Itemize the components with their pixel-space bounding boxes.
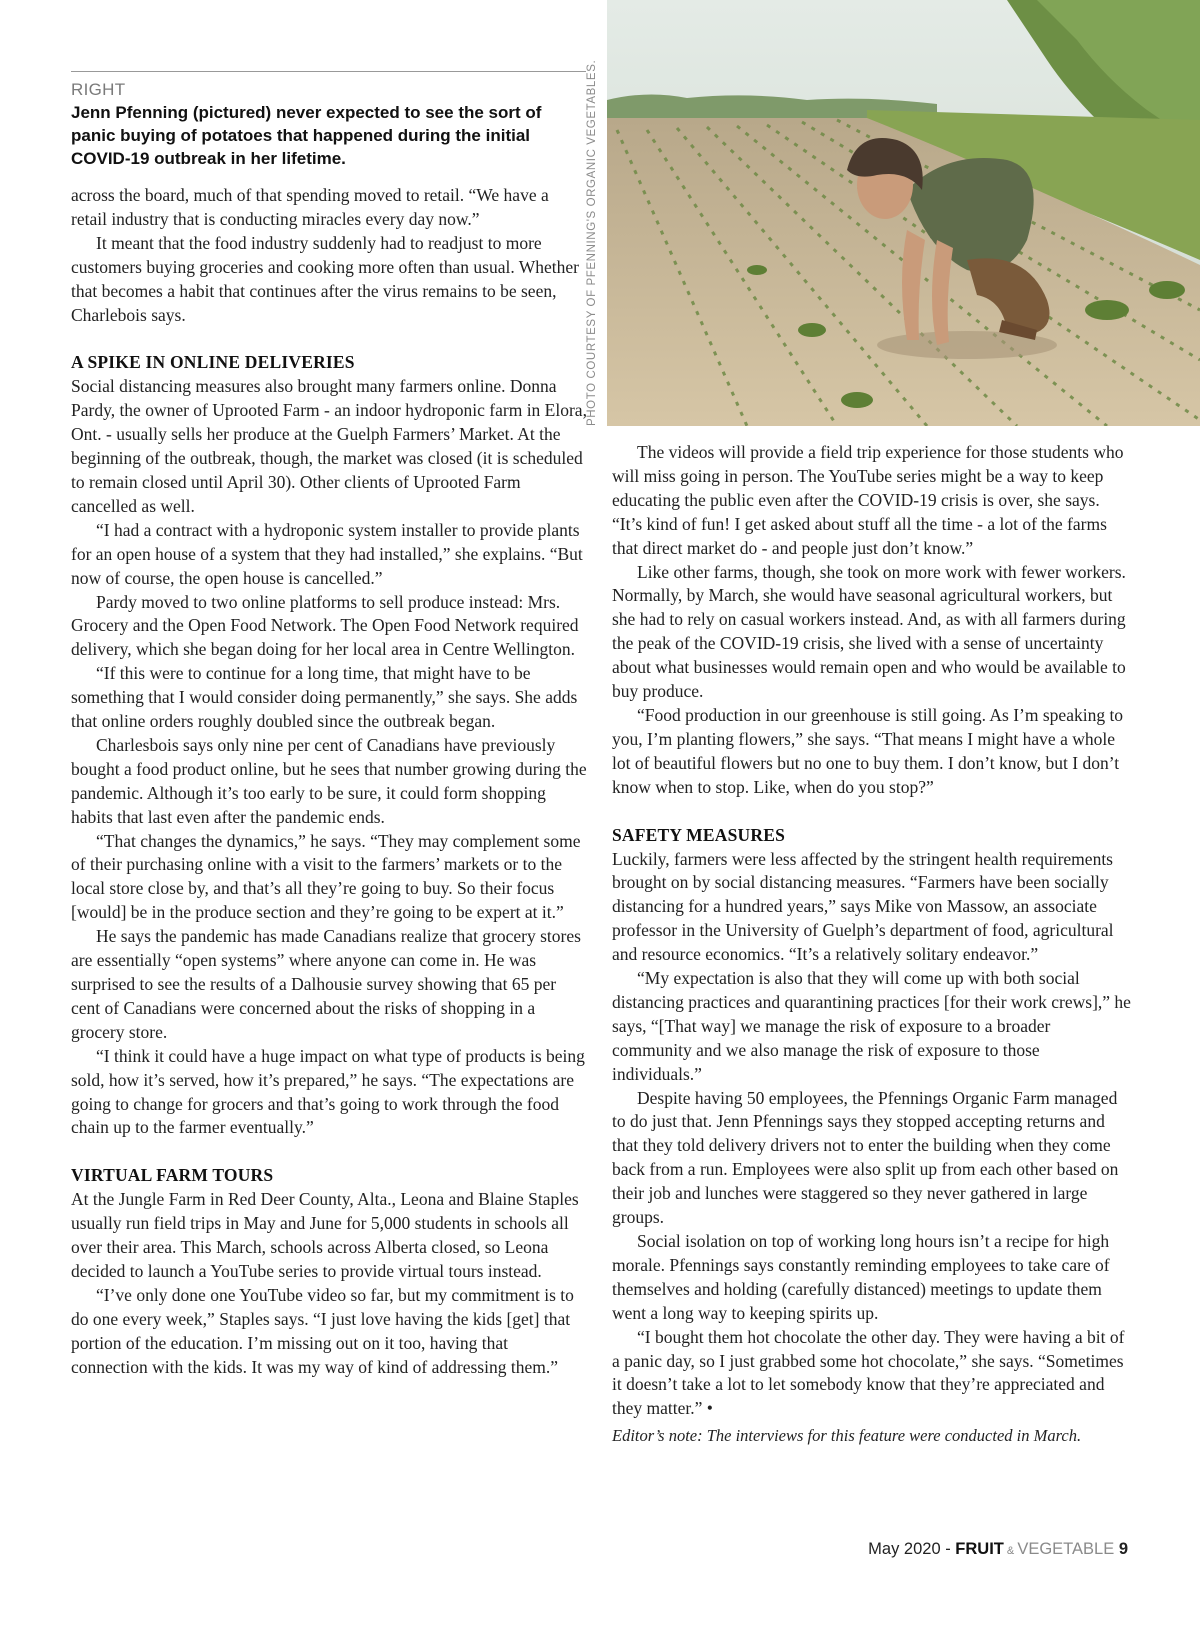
caption-label: RIGHT — [71, 80, 126, 99]
paragraph: At the Jungle Farm in Red Deer County, Alta., Leona and Blaine Staples usually run field trips in May and June for 5,000 students in schools all over their area. This March, schools across Alberta closed, so Leona decided to launch a YouTube series to provide virtual tours instead. — [71, 1189, 579, 1281]
page-number: 9 — [1114, 1540, 1128, 1558]
paragraph: across the board, much of that spending moved to retail. “We have a retail industry that is conducting miracles every day now.” — [71, 185, 549, 229]
footer-date: May 2020 - — [868, 1540, 956, 1558]
farm-photo — [607, 0, 1200, 426]
paragraph: “I think it could have a huge impact on what type of products is being sold, how it’s served, how it’s prepared,” he says. “The expectations are going to change for grocers and that’s going to work through the food chain up to the farmer eventually.” — [71, 1045, 585, 1138]
page-footer — [868, 1540, 1128, 1559]
photo-credit: PHOTO COURTESY OF PFENNING'S ORGANIC VEGETABLES. — [586, 59, 598, 426]
paragraph: Luckily, farmers were less affected by the stringent health requirements brought on by social distancing measures. “Farmers have been socially distancing for a hundred years,” says Mike von Massow, an associate professor in the University of Guelph’s department of food, agricultural and resource economics. “It’s a relatively solitary endeavor.” — [612, 848, 1114, 965]
paragraph: Pardy moved to two online platforms to sell produce instead: Mrs. Grocery and the Open Food Network. The Open Food Network required delivery, which she began doing for her local area in Centre Wellington. — [71, 591, 579, 660]
paragraph: Like other farms, though, she took on more work with fewer workers. Normally, by March, she would have seasonal agricultural workers, but she had to rely on casual workers instead. And, as with all farmers during the peak of the COVID-19 crisis, she lived with a sense of uncertainty about what businesses would remain open and who would be available to buy produce. — [612, 561, 1126, 702]
paragraph: “My expectation is also that they will come up with both social distancing practices and quarantining practices [for their work crews],” he says, “[That way] we manage the risk of exposure to a broader community and we also manage the risk of exposure to those individuals.” — [612, 968, 1131, 1084]
footer-brand-fruit: FRUIT — [955, 1540, 1004, 1558]
caption-text: Jenn Pfenning (pictured) never expected to see the sort of panic buying of potatoes that happened during the initial COVID-19 outbreak in her lifetime. — [71, 103, 542, 168]
paragraph: “I’ve only done one YouTube video so far, but my commitment is to do one every week,” Staples says. “I just love having the kids [get] that portion of the education. I’m missing out on it too, having that connection with the kids. It was my way of kind of addressing them.” — [71, 1284, 574, 1377]
left-column — [71, 184, 587, 1380]
photo-caption — [71, 79, 586, 170]
footer-brand-vegetable: VEGETABLE — [1017, 1540, 1115, 1558]
caption-rule — [71, 71, 586, 72]
footer-ampersand: & — [1003, 1545, 1018, 1557]
editors-note: Editor’s note: The interviews for this feature were conducted in March. — [612, 1426, 1082, 1446]
paragraph: “I bought them hot chocolate the other day. They were having a bit of a panic day, so I just grabbed some hot chocolate,” she says. “Sometimes it doesn’t take a lot to let somebody know that they’re appreciated and they matter.” • — [612, 1326, 1125, 1419]
paragraph: Charlesbois says only nine per cent of Canadians have previously bought a food product online, but he sees that number growing during the pandemic. Although it’s too early to be sure, it could form shopping habits that last even after the pandemic ends. — [71, 734, 587, 827]
paragraph: “I had a contract with a hydroponic system installer to provide plants for an open house of a system that they had installed,” she explains. “But now of course, the open house is cancelled.” — [71, 519, 583, 588]
paragraph: Despite having 50 employees, the Pfennings Organic Farm managed to do just that. Jenn Pfennings says they stopped accepting returns and that they told delivery drivers not to enter the building when they come back from a run. Employees were also split up from each other based on their job and lunches were staggered so they never gathered in large groups. — [612, 1087, 1119, 1228]
section-heading-virtual-farm-tours: VIRTUAL FARM TOURS — [71, 1165, 274, 1186]
paragraph: “Food production in our greenhouse is still going. As I’m speaking to you, I’m planting flowers,” she says. “That means I might have a whole lot of beautiful flowers but no one to buy them. I don’t know, but I don’t know when to stop. Like, when do you stop?” — [612, 704, 1124, 797]
paragraph: He says the pandemic has made Canadians realize that grocery stores are essentially “open systems” where anyone can come in. He was surprised to see the results of a Dalhousie survey showing that 65 per cent of Canadians were concerned about the risks of shopping in a grocery store. — [71, 926, 581, 1042]
section-heading-safety-measures: SAFETY MEASURES — [612, 824, 786, 845]
paragraph: Social isolation on top of working long hours isn’t a recipe for high morale. Pfennings says constantly reminding employees to take care of themselves and holding (carefully distanced) meetings to update them went a long way to keeping spirits up. — [612, 1231, 1110, 1323]
paragraph: “That changes the dynamics,” he says. “They may complement some of their purchasing online with a visit to the farmers’ markets or to the local store close by, and that’s all they’re going to buy. So their focus [would] be in the produce section and they’re going to be expert at it.” — [71, 830, 581, 923]
paragraph: “If this were to continue for a long time, that might have to be something that I would consider doing permanently,” she says. She adds that online orders roughly doubled since the outbreak began. — [71, 663, 578, 732]
right-column — [612, 441, 1132, 1448]
paragraph: It meant that the food industry suddenly had to readjust to more customers buying groceries and cooking more often than usual. Whether that becomes a habit that continues after the virus remains to be seen, Charlebois says. — [71, 232, 580, 325]
section-heading-online-deliveries: A SPIKE IN ONLINE DELIVERIES — [71, 352, 355, 373]
paragraph: The videos will provide a field trip experience for those students who will miss going in person. The YouTube series might be a way to keep educating the public even after the COVID-19 crisis is over, she says. “It’s kind of fun! I get asked about stuff all the time - a lot of the farms that direct market do - and people just don’t know.” — [612, 442, 1124, 558]
paragraph: Social distancing measures also brought many farmers online. Donna Pardy, the owner of Uprooted Farm - an indoor hydroponic farm in Elora, Ont. - usually sells her produce at the Guelph Farmers’ Market. At the beginning of the outbreak, though, the market was closed (it is scheduled to remain closed until April 30). Other clients of Uprooted Farm cancelled as well. — [71, 376, 587, 516]
